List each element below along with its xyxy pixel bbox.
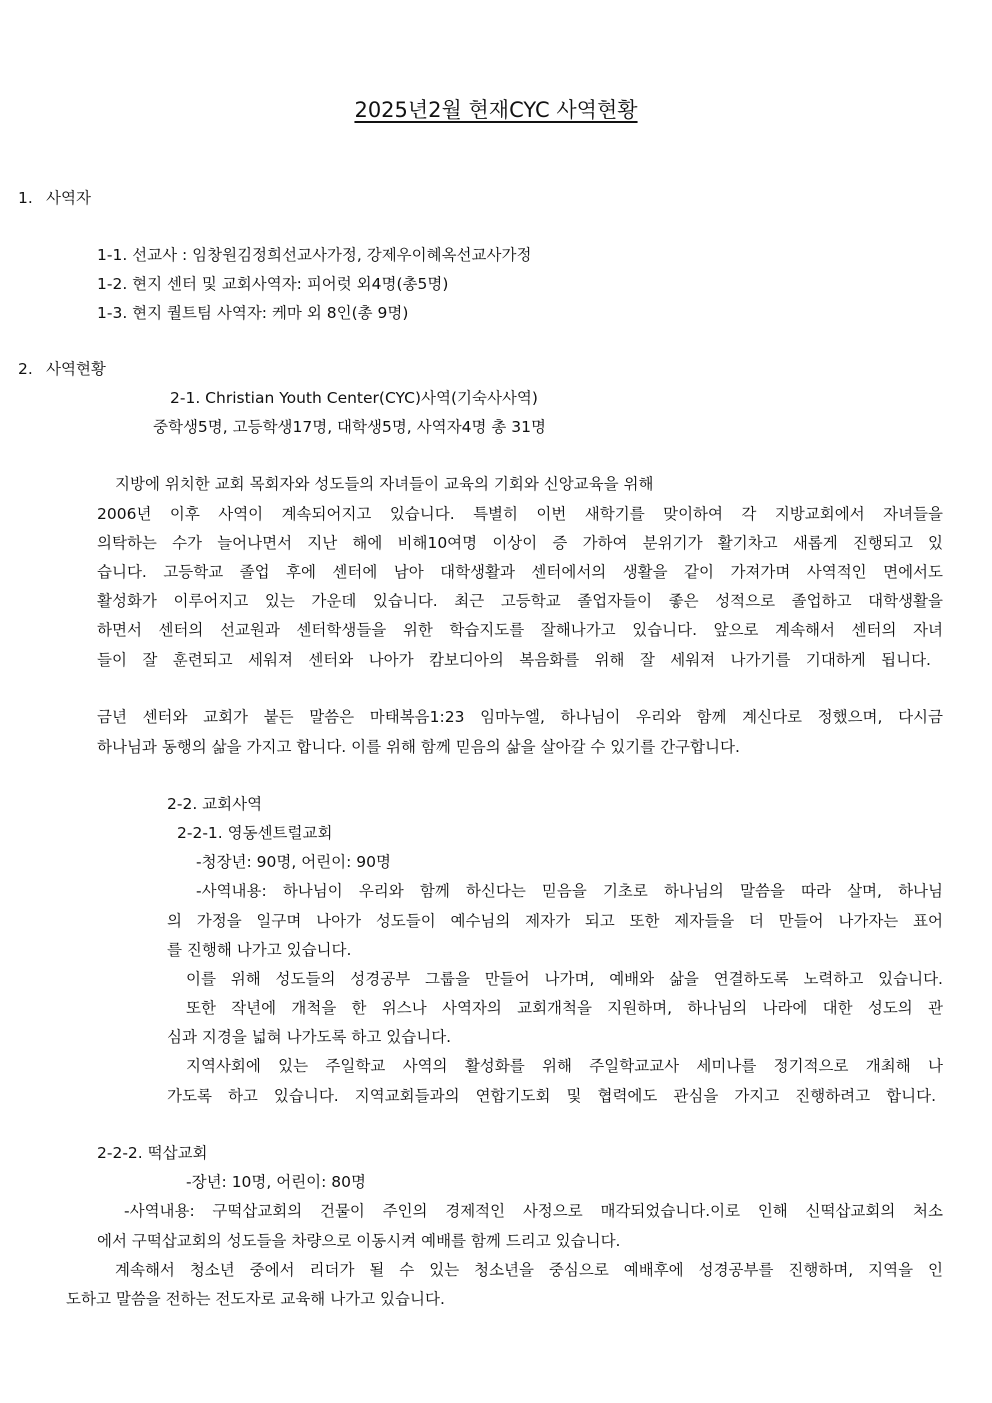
paragraph-line: 지역사회에 있는 주일학교 사역의 활성화를 위해 주일학교교사 세미나를 정기적으로 개최해 나 (186, 1057, 943, 1075)
paragraph-line: 습니다. 고등학교 졸업 후에 센터에 남아 대학생활과 센터에서의 생활을 같이 가져가며 사역적인 면에서도 (97, 563, 943, 581)
paragraph-line: 활성화가 이루어지고 있는 가운데 있습니다. 최근 고등학교 졸업자들이 좋은 성적으로 졸업하고 대학생활을 (97, 592, 943, 610)
paragraph-line: -사역내용: 구떡삽교회의 건물이 주인의 경제적인 사정으로 매각되었습니다.이로 인해 신떡삽교회의 처소 (124, 1202, 943, 1220)
paragraph-line: 를 진행해 나가고 있습니다. (167, 941, 352, 959)
paragraph-line: 도하고 말씀을 전하는 전도자로 교육해 나가고 있습니다. (66, 1290, 445, 1308)
paragraph-line: 계속해서 청소년 중에서 리더가 될 수 있는 청소년을 중심으로 예배후에 성경공부를 진행하며, 지역을 인 (115, 1261, 943, 1279)
paragraph-line: 심과 지경을 넓혀 나가도록 하고 있습니다. (167, 1028, 452, 1046)
paragraph-line: 의탁하는 수가 늘어나면서 지난 해에 비해10여명 이상이 증 가하여 분위기가 활기차고 새롭게 진행되고 있 (97, 534, 943, 552)
list-item: 1-3. 현지 퀄트팀 사역자: 케마 외 8인(총 9명) (97, 304, 409, 322)
church-title: 2-2-1. 영동센트럴교회 (177, 824, 333, 842)
list-item: 1-1. 선교사 : 임창원김정희선교사가정, 강제우이혜옥선교사가정 (97, 246, 532, 264)
paragraph-line: 금년 센터와 교회가 붙든 말씀은 마태복음1:23 임마누엘, 하나님이 우리와 함께 계신다로 정했으며, 다시금 (97, 708, 943, 726)
paragraph-line: -사역내용: 하나님이 우리와 함께 하신다는 믿음을 기초로 하나님의 말씀을 따라 살며, 하나님 (196, 882, 943, 900)
section-2-heading: 사역현황 (46, 360, 106, 378)
paragraph-line: 또한 작년에 개척을 한 위스나 사역자의 교회개척을 지원하며, 하나님의 나라에 대한 성도의 관 (186, 999, 943, 1017)
subsection-title: 2-1. Christian Youth Center(CYC)사역(기숙사사역) (170, 389, 538, 407)
church-members: -청장년: 90명, 어린이: 90명 (196, 853, 391, 871)
section-1-number: 1. (18, 189, 33, 207)
subsection-title: 2-2. 교회사역 (167, 795, 263, 813)
section-1-heading: 사역자 (46, 189, 91, 207)
paragraph-line: 가도록 하고 있습니다. 지역교회들과의 연합기도회 및 협력에도 관심을 가지고 진행하려고 합니다. (167, 1087, 936, 1105)
section-2-number: 2. (18, 360, 33, 378)
subsection-stats: 중학생5명, 고등학생17명, 대학생5명, 사역자4명 총 31명 (153, 418, 546, 436)
list-item: 1-2. 현지 센터 및 교회사역자: 피어럿 외4명(총5명) (97, 275, 449, 293)
paragraph-line: 의 가정을 일구며 나아가 성도들이 예수님의 제자가 되고 또한 제자들을 더 만들어 나가자는 표어 (167, 912, 943, 930)
paragraph-line: 2006년 이후 사역이 계속되어지고 있습니다. 특별히 이번 새학기를 맞이하여 각 지방교회에서 자녀들을 (97, 505, 943, 523)
paragraph-line: 하나님과 동행의 삶을 가지고 합니다. 이를 위해 함께 믿음의 삶을 살아갈 수 있기를 간구합니다. (97, 738, 740, 756)
paragraph-line: 하면서 센터의 선교원과 센터학생들을 위한 학습지도를 잘해나가고 있습니다. 앞으로 계속해서 센터의 자녀 (97, 621, 943, 639)
paragraph-line: 들이 잘 훈련되고 세워져 센터와 나아가 캄보디아의 복음화를 위해 잘 세워져 나가기를 기대하게 됩니다. (97, 651, 931, 669)
church-members: -장년: 10명, 어린이: 80명 (186, 1173, 367, 1191)
church-title: 2-2-2. 떡삽교회 (97, 1144, 208, 1162)
page-title: 2025년2월 현재CYC 사역현황 (354, 98, 638, 122)
paragraph-line: 지방에 위치한 교회 목회자와 성도들의 자녀들이 교육의 기회와 신앙교육을 위해 (115, 475, 654, 493)
paragraph-line: 에서 구떡삽교회의 성도들을 차량으로 이동시켜 예배를 함께 드리고 있습니다. (97, 1232, 621, 1250)
paragraph-line: 이를 위해 성도들의 성경공부 그룹을 만들어 나가며, 예배와 삶을 연결하도록 노력하고 있습니다. (186, 970, 943, 988)
